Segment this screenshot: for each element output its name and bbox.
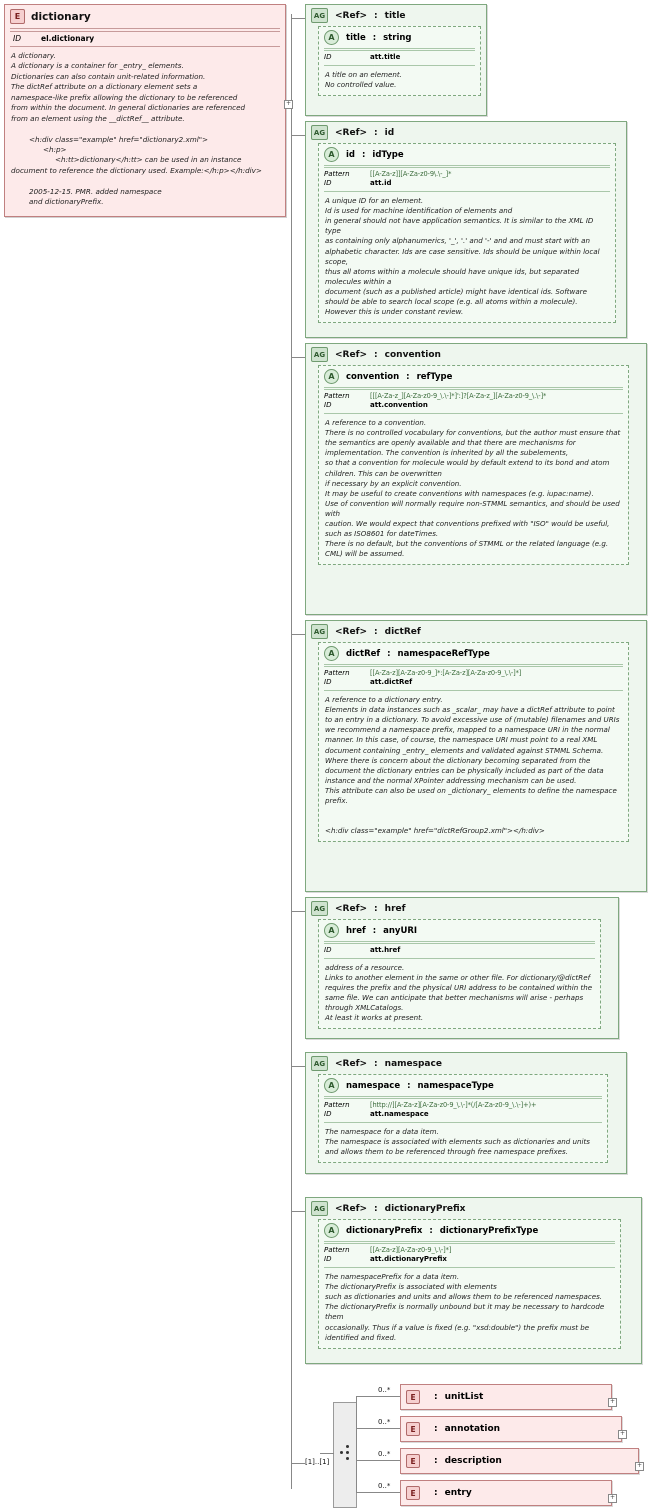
connector-spine [291,14,292,1489]
child-ref-colon: : [434,1488,438,1498]
connector-stub [291,1211,305,1212]
divider [324,943,595,944]
expand-toggle[interactable]: + [609,1494,616,1501]
attribute-href-box[interactable] [318,919,601,1029]
element-badge: E [406,1486,420,1500]
facet-value: att.namespace [370,1110,429,1119]
attribute-group-dictionaryPrefix[interactable] [305,1197,642,1364]
expand-toggle[interactable]: + [609,1398,616,1405]
connector-stub [291,634,305,635]
facet-row [324,179,610,188]
facet-value: att.dictRef [370,678,413,687]
sequence-multiplicity: [1]..[1] [305,1458,330,1466]
doc-line: The namespacePrefix for a data item. [325,1272,460,1282]
element-doc-line [11,176,279,186]
attribute-group-colon: : [374,1203,378,1214]
attribute-group-convention[interactable] [305,343,647,615]
child-cardinality: 0..* [378,1450,391,1458]
facet-key: ID [324,1255,332,1264]
connector-stub [291,135,305,136]
attribute-name: convention [346,371,400,382]
attribute-group-title[interactable] [305,4,487,116]
attribute-colon: : [372,32,377,43]
attribute-header [319,920,600,940]
child-ref-name: annotation [444,1424,501,1434]
attribute-documentation [319,692,628,841]
connector-stub [291,357,305,358]
attribute-group-colon: : [374,127,378,138]
attribute-name: title [346,32,366,43]
attribute-header [319,1220,620,1240]
attribute-badge: A [324,147,339,162]
divider [324,48,475,49]
attribute-facets [319,945,600,957]
attribute-title-box[interactable] [318,26,481,96]
attribute-documentation [319,67,480,95]
divider [324,1243,615,1244]
attribute-group-ref: <Ref> [335,903,368,914]
attribute-name: namespace [346,1080,401,1091]
attribute-group-header [306,122,626,142]
attribute-group-badge: AG [311,1056,328,1071]
attribute-dictRef-box[interactable] [318,642,629,842]
attribute-name: id [346,149,355,160]
divider [324,941,595,942]
divider [324,387,623,388]
child-ref-description[interactable] [400,1448,639,1474]
element-doc-line: A dictionary is a container for _entry_ elements. [11,61,184,71]
attribute-group-header [306,621,646,641]
attribute-badge: A [324,1078,339,1093]
connector-stub [356,1396,400,1397]
doc-line: A unique ID for an element. [325,196,424,206]
facet-value: [[A-Za-z]][A-Za-z0-9\.\-_]* [370,170,452,178]
attribute-type: idType [372,149,404,160]
element-doc-line: <h:p> [43,144,67,154]
element-dictionary-box[interactable] [4,4,286,217]
facet-key: ID [324,946,332,954]
facet-key: ID [324,179,332,188]
divider [324,1096,602,1097]
element-doc-line: from an element using the __dictRef__ attribute. [11,113,185,123]
attribute-header [319,144,615,164]
attribute-group-name: convention [384,349,441,360]
attribute-id-box[interactable] [318,143,616,323]
child-ref-colon: : [434,1392,438,1402]
doc-line: in general should not have application semantics. It is similar to the XML ID type [325,216,594,236]
doc-line: The namespace for a data item. [325,1127,439,1137]
facet-row [324,170,610,179]
attribute-badge: A [324,30,339,45]
connector-stub [320,1453,334,1454]
doc-line: The dictionaryPrefix is associated with elements [325,1282,497,1292]
doc-line: There is no default, but the conventions of STMML or the related language (e.g. CML) will be assumed. [325,538,609,558]
child-ref-name: entry [444,1488,472,1498]
doc-line: address of a resource. [325,963,405,973]
facet-row [324,946,595,955]
attribute-group-badge: AG [311,8,328,23]
attribute-header [319,643,628,663]
expand-toggle[interactable]: + [619,1430,626,1437]
divider [324,413,623,414]
attribute-group-name: href [384,903,406,914]
doc-line: The dictionaryPrefix is normally unbound but it may be necessary to hardcode them [325,1302,605,1322]
divider [324,1098,602,1099]
attribute-badge: A [324,369,339,384]
attribute-documentation [319,193,615,322]
attribute-group-name: id [384,127,395,138]
child-ref-name: unitList [444,1392,484,1402]
element-doc-line: from within the document. In general dictionaries are referenced [11,103,246,113]
connector-stub [291,18,305,19]
attribute-documentation [319,415,628,564]
attribute-group-header [306,1198,641,1218]
divider [324,389,623,390]
attribute-documentation [319,1124,607,1162]
doc-line: Where there is concern about the dictionary becoming separated from the document the dictionary entries can be physically included as part of the data instance and the normal XPointer addressing mechanism can be used. [325,755,604,785]
attribute-colon: : [387,648,391,659]
attribute-colon: : [429,1225,433,1236]
connector-stub [356,1492,400,1493]
doc-line: Use of convention will normally require non-STMML semantics, and should be used with [325,498,620,518]
attribute-namespace-box[interactable] [318,1074,608,1163]
doc-line: such as ISO8601 for dateTimes. [325,528,439,538]
facet-key: Pattern [324,1246,350,1254]
divider [324,191,610,192]
attribute-group-badge: AG [311,624,328,639]
child-ref-colon: : [434,1456,438,1466]
facet-key: Pattern [324,392,350,400]
attribute-group-header [306,344,646,364]
divider [324,958,595,959]
divider [324,167,610,168]
divider [324,1122,602,1123]
attribute-convention-box[interactable] [318,365,629,565]
attribute-group-colon: : [374,10,378,21]
doc-line: A title on an element. [325,70,402,80]
facet-value: [http://][A-Za-z][A-Za-z0-9_\.\-]*(/[A-Za-z0-9_\.\-]+)+ [370,1101,537,1109]
divider [324,65,475,66]
divider [324,165,610,166]
facet-row [324,1101,602,1110]
connector-stub [291,1066,305,1067]
attribute-group-header [306,5,486,25]
divider [324,666,623,667]
divider [324,1241,615,1242]
element-id-row [5,32,285,45]
attribute-group-header [306,1053,626,1073]
doc-line: Elements in data instances such as _scalar_ may have a dictRef attribute to point to an entry in a dictionary. To avoid excessive use of (mutable) filenames and URIs we recommend a namespace prefix, mapped to a namespace URI in the normal manner. In this case, of course, the namespace URI must point to a real XML document containing _entry_ elements and validated against STMML Schema. [325,705,620,755]
attribute-facets [319,169,615,190]
divider [324,1267,615,1268]
facet-value: att.href [370,946,401,954]
element-doc-line: A dictionary. [11,51,56,60]
connector-spine [356,1396,357,1492]
attribute-colon: : [407,1080,411,1091]
doc-line: document (such as a published article) might have identical ids. Software should be able to search local scope (e.g. all atoms within a molecule). However this is under constant review. [325,286,587,316]
doc-line: if necessary by an explicit convention. [325,478,462,488]
attribute-group-ref: <Ref> [335,1058,368,1069]
attribute-group-ref: <Ref> [335,1203,368,1214]
attribute-group-badge: AG [311,1201,328,1216]
child-cardinality: 0..* [378,1482,391,1490]
facet-row [324,53,475,62]
attribute-type: string [383,32,412,43]
element-id-key: ID [13,34,21,43]
attribute-facets [319,668,628,689]
attribute-group-namespace[interactable] [305,1052,627,1174]
element-doc-line: Dictionaries can also contain unit-related information. [11,71,206,81]
attribute-name: dictionaryPrefix [346,1225,423,1236]
attribute-facets [319,391,628,412]
attribute-name: dictRef [346,648,381,659]
attribute-facets [319,1100,607,1121]
attribute-group-ref: <Ref> [335,626,368,637]
element-documentation [5,47,285,216]
facet-key: ID [324,1110,332,1119]
element-doc-line: 2005-12-15. PMR. added namespace [29,186,162,196]
facet-value: [[[A-Za-z_][A-Za-z0-9_\.\-]*]':]?[A-Za-z_][A-Za-z0-9_\.\-]* [370,392,547,400]
divider [324,50,475,51]
facet-key: ID [324,678,332,687]
attribute-group-colon: : [374,349,378,360]
doc-line: so that a convention for molecule would by default extend to its bond and atom children. This can be overwritten [325,458,610,478]
connector-stub [356,1428,400,1429]
doc-line: No controlled value. [325,80,397,90]
attribute-colon: : [372,925,377,936]
attribute-group-name: dictRef [384,626,421,637]
attribute-group-name: namespace [384,1058,442,1069]
divider [324,690,623,691]
attribute-type: namespaceType [417,1080,494,1091]
child-cardinality: 0..* [378,1418,391,1426]
facet-value: att.dictionaryPrefix [370,1255,447,1264]
facet-key: ID [324,401,332,410]
attribute-type: dictionaryPrefixType [439,1225,539,1236]
doc-line: Links to another element in the same or other file. For dictionary/@dictRef requires the prefix and the physical URI address to be contained within the same file. We can anticipate that better mechanisms will arise - perhaps through XMLCatalogs. [325,973,593,1013]
attribute-group-header [306,898,618,918]
facet-key: Pattern [324,170,350,178]
attribute-group-href[interactable] [305,897,619,1039]
facet-row [324,1255,615,1264]
attribute-colon: : [406,371,410,382]
element-badge: E [10,9,25,24]
facet-key: Pattern [324,1101,350,1109]
element-id-value: el.dictionary [41,34,95,43]
attribute-facets [319,52,480,64]
element-doc-line: and dictionaryPrefix. [29,197,104,207]
doc-line: as containing only alphanumerics, '_', '.' and '-' and and must start with an alphabetic character. Ids are case sensitive. Ids should be unique within local scope, [325,236,600,266]
divider [324,664,623,665]
element-doc-line: document to reference the dictionary used. Example:</h:p></h:div> [11,165,262,175]
facet-row [324,1246,615,1255]
attribute-type: refType [416,371,453,382]
attribute-facets [319,1245,620,1266]
attribute-group-ref: <Ref> [335,10,368,21]
page-title: dictionary [31,10,91,23]
element-doc-line: <h:tt>dictionary</h:tt> can be used in an instance [55,155,242,165]
attribute-group-name: dictionaryPrefix [384,1203,466,1214]
element-doc-line: The dictRef attribute on a dictionary element sets a [11,82,198,92]
expand-toggle[interactable]: + [285,100,292,107]
attribute-group-badge: AG [311,901,328,916]
facet-row [324,669,623,678]
attribute-group-ref: <Ref> [335,349,368,360]
doc-line: thus all atoms within a molecule should have unique ids, but separated molecules within a [325,266,580,286]
attribute-documentation [319,960,600,1028]
facet-row [324,401,623,410]
connector-stub [291,911,305,912]
element-doc-line: namespace-like prefix allowing the dictionary to be referenced [11,92,238,102]
facet-row [324,678,623,687]
divider [10,28,280,29]
doc-line: A reference to a dictionary entry. [325,695,443,705]
facet-key: Pattern [324,669,350,677]
attribute-header [319,1075,607,1095]
doc-line: caution. We would expect that conventions prefixed with "ISO" would be useful, [325,518,610,528]
attribute-group-colon: : [374,1058,378,1069]
connector-stub [356,1460,400,1461]
doc-line: such as dictionaries and units and allows them to be referenced namespaces. [325,1292,603,1302]
attribute-badge: A [324,923,339,938]
attribute-group-dictRef[interactable] [305,620,647,892]
facet-value: att.convention [370,401,428,410]
doc-line: occasionally. Thus if a value is fixed (e.g. "xsd:double") the prefix must be identified and fixed. [325,1322,590,1342]
attribute-group-badge: AG [311,347,328,362]
doc-line: A reference to a convention. [325,418,427,428]
element-badge: E [406,1422,420,1436]
attribute-header [319,366,628,386]
element-doc-line [11,124,279,134]
doc-line: It may be useful to create conventions with namespaces (e.g. iupac:name). [325,488,594,498]
attribute-group-colon: : [374,903,378,914]
doc-line: <h:div class="example" href="dictRefGroup2.xml"></h:div> [325,826,545,835]
element-badge: E [406,1454,420,1468]
attribute-group-colon: : [374,626,378,637]
facet-value: att.title [370,53,401,61]
attribute-group-id[interactable] [305,121,627,338]
element-header [5,5,285,27]
doc-line: There is no controlled vocabulary for conventions, but the author must ensure that the semantics are openly available and that there are mechanisms for implementation. The convention is inherited by all the subelements, [325,428,621,458]
doc-line [325,816,622,826]
facet-value: [[A-Za-z][A-Za-z0-9_\.\-]*] [370,1246,452,1254]
doc-line: Id is used for machine identification of elements and [325,206,513,216]
attribute-header [319,27,480,47]
child-ref-annotation[interactable] [400,1416,622,1442]
child-ref-unitList[interactable] [400,1384,612,1410]
attribute-name: href [346,925,366,936]
facet-row [324,392,623,401]
attribute-type: namespaceRefType [397,648,490,659]
facet-value: att.id [370,179,392,188]
attribute-type: anyURI [383,925,418,936]
facet-key: ID [324,53,332,61]
element-doc-line: <h:div class="example" href="dictionary2.xml"> [29,134,209,144]
child-cardinality: 0..* [378,1386,391,1394]
doc-line [325,806,622,816]
element-badge: E [406,1390,420,1404]
attribute-badge: A [324,1223,339,1238]
attribute-group-ref: <Ref> [335,127,368,138]
attribute-colon: : [362,149,366,160]
expand-toggle[interactable]: + [636,1462,643,1469]
connector-stub [291,1463,305,1464]
attribute-group-name: title [384,10,406,21]
doc-line: This attribute can also be used on _dictionary_ elements to define the namespace prefix. [325,785,617,805]
child-ref-colon: : [434,1424,438,1434]
attribute-dictionaryPrefix-box[interactable] [318,1219,621,1349]
child-ref-entry[interactable] [400,1480,612,1506]
attribute-badge: A [324,646,339,661]
child-ref-name: description [444,1456,502,1466]
doc-line: The namespace is associated with elements such as dictionaries and units and allows them to be referenced through free namespace prefixes. [325,1137,590,1157]
attribute-documentation [319,1269,620,1347]
sequence-connector-dots [340,1442,356,1464]
doc-line: At least it works at present. [325,1013,424,1023]
attribute-group-badge: AG [311,125,328,140]
facet-row [324,1110,602,1119]
facet-value: [[A-Za-z][A-Za-z0-9_]*:[A-Za-z][A-Za-z0-9_\.\-]*] [370,669,522,677]
